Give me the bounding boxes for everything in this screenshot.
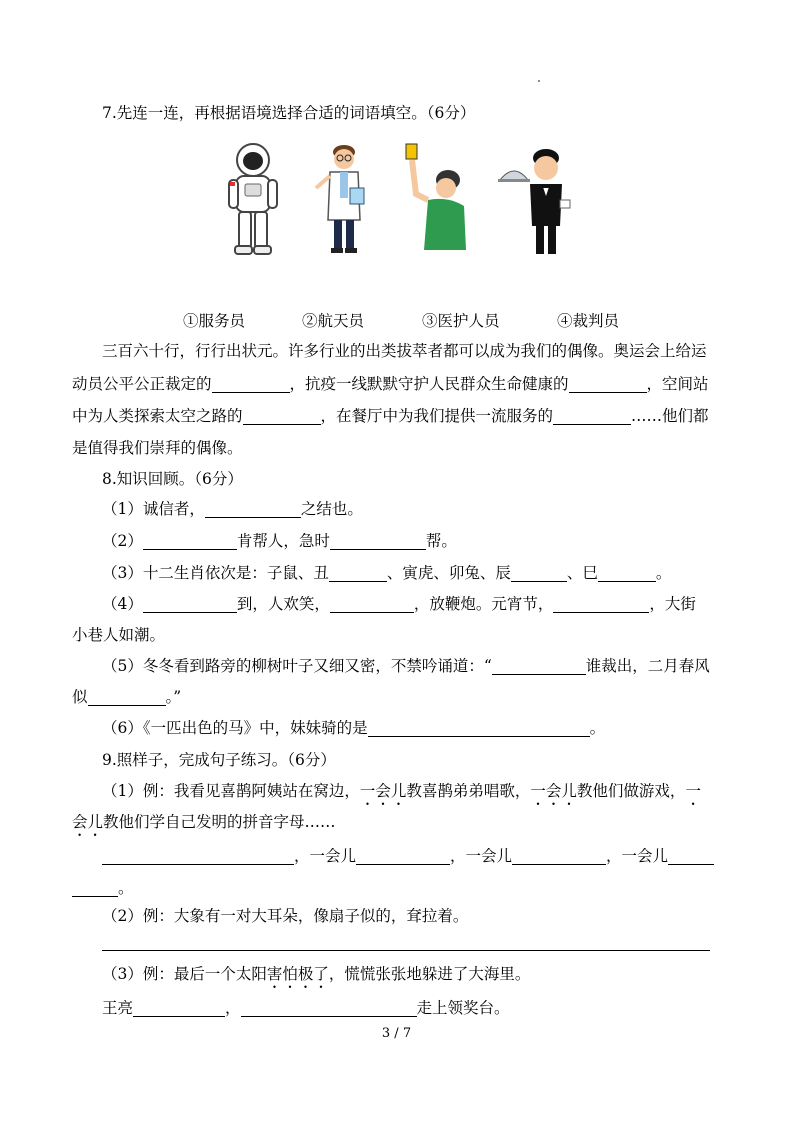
text: 。” <box>165 688 182 706</box>
text: 谁裁出，二月春风 <box>585 657 710 675</box>
blank[interactable] <box>88 689 166 706</box>
blank[interactable] <box>212 376 290 393</box>
q8-title: 8.知识回顾。（6分） <box>102 470 243 488</box>
text: 教喜鹊弟弟唱歌， <box>406 782 531 800</box>
q9-example-1 <box>102 781 701 809</box>
text: 中为人类探索太空之路的 <box>72 407 243 425</box>
text: 。 <box>589 719 606 737</box>
q9-title: 9.照样子，完成句子练习。（6分） <box>102 751 336 769</box>
q8-item-5 <box>102 656 710 676</box>
q8-item-3 <box>102 563 671 583</box>
q8-item-1 <box>102 499 363 519</box>
q8-item-4-cont: 小巷人如潮。 <box>72 626 166 644</box>
text: 动员公平公正裁定的 <box>72 375 212 393</box>
text: ， <box>225 999 241 1017</box>
q7-paragraph-line2 <box>72 374 709 394</box>
text: ……他们都 <box>631 407 709 425</box>
text: ，大街 <box>649 595 696 613</box>
text: （2） <box>102 532 143 550</box>
q9-example-2: （2）例：大象有一对大耳朵，像扇子似的，耷拉着。 <box>102 907 469 925</box>
q7-paragraph-line4: 是值得我们崇拜的偶像。 <box>72 439 243 457</box>
text: ，一会儿 <box>294 847 357 865</box>
text: （3）十二生肖依次是：子鼠、丑 <box>102 564 329 582</box>
q7-option-3: ③医护人员 <box>422 312 500 330</box>
blank[interactable] <box>668 848 714 865</box>
q7-option-4: ④裁判员 <box>557 312 620 330</box>
text: 教他们做游戏， <box>576 782 686 800</box>
page-number: 3 / 7 <box>381 1026 412 1041</box>
text: 肯帮人，急时 <box>236 532 330 550</box>
blank[interactable] <box>569 376 647 393</box>
emphasized-text: 一 <box>685 782 701 800</box>
blank[interactable] <box>243 408 321 425</box>
blank[interactable] <box>598 565 656 582</box>
q9-answer-2 <box>102 932 710 952</box>
scan-dot <box>538 80 540 82</box>
text: （4） <box>102 595 143 613</box>
q9-answer-1 <box>102 846 714 866</box>
text: 走上领奖台。 <box>416 999 510 1017</box>
text: ，放鞭炮。元宵节， <box>413 595 554 613</box>
q9-example-1-cont <box>72 812 336 840</box>
blank[interactable] <box>72 880 118 897</box>
text: ，一会儿 <box>450 847 513 865</box>
blank[interactable] <box>241 1000 417 1017</box>
emphasized-text: 一会儿 <box>359 782 407 800</box>
blank[interactable] <box>553 596 649 613</box>
q7-paragraph-line1: 三百六十行，行行出状元。许多行业的出类拔萃者都可以成为我们的偶像。奥运会上给运 <box>102 342 707 360</box>
blank[interactable] <box>143 533 237 550</box>
text: 、寅虎、卯兔、辰 <box>386 564 511 582</box>
text: （1）例：我看见喜鹊阿姨站在窝边， <box>102 782 360 800</box>
emphasized-text: 一会儿 <box>530 782 577 800</box>
blank[interactable] <box>492 658 586 675</box>
blank[interactable] <box>133 1000 225 1017</box>
q9-answer-1-cont <box>72 878 134 898</box>
text: ，在餐厅中为我们提供一流服务的 <box>320 407 554 425</box>
text: （6）《一匹出色的马》中，妹妹骑的是 <box>102 719 368 737</box>
text: ，空间站 <box>646 375 709 393</box>
emphasized-text: 会儿 <box>72 813 104 831</box>
text: 教他们学自己发明的拼音字母…… <box>103 813 336 831</box>
blank[interactable] <box>330 596 414 613</box>
text: （3）例：最后一个太阳 <box>102 965 267 983</box>
waiter-figure <box>496 146 576 258</box>
blank[interactable] <box>102 848 294 865</box>
doctor-figure <box>312 142 372 256</box>
text: 帮。 <box>425 532 457 550</box>
q7-option-2: ②航天员 <box>302 312 365 330</box>
text: 、巳 <box>566 564 598 582</box>
blank[interactable] <box>143 596 237 613</box>
q7-option-1: ①服务员 <box>183 312 246 330</box>
text: ，慌慌张张地躲进了大海里。 <box>328 965 531 983</box>
emphasized-text: 害怕极了 <box>266 965 329 983</box>
referee-figure <box>402 140 470 254</box>
text: （1）诚信者， <box>102 500 205 518</box>
q8-item-6 <box>102 718 605 738</box>
blank[interactable] <box>356 848 450 865</box>
q9-answer-3 <box>102 998 510 1018</box>
blank[interactable] <box>512 848 606 865</box>
blank[interactable] <box>330 533 426 550</box>
q8-item-2 <box>102 531 457 551</box>
text: 到，人欢笑， <box>236 595 330 613</box>
blank[interactable] <box>553 408 631 425</box>
q8-item-5-cont <box>72 687 181 707</box>
text: ，抗疫一线默默守护人民群众生命健康的 <box>289 375 569 393</box>
q7-paragraph-line3 <box>72 406 709 426</box>
q9-example-3 <box>102 964 530 992</box>
text: 。 <box>118 879 134 897</box>
blank[interactable] <box>102 934 710 951</box>
text: 似 <box>72 688 88 706</box>
text: （5）冬冬看到路旁的柳树叶子又细又密，不禁吟诵道：“ <box>102 657 492 675</box>
text: 王亮 <box>102 999 134 1017</box>
blank[interactable] <box>329 565 387 582</box>
q7-title: 7.先连一连，再根据语境选择合适的词语填空。（6分） <box>102 104 476 122</box>
text: 。 <box>655 564 672 582</box>
text: ，一会儿 <box>606 847 669 865</box>
blank[interactable] <box>511 565 567 582</box>
astronaut-figure <box>222 142 284 258</box>
blank[interactable] <box>205 501 301 518</box>
text: 之结也。 <box>300 500 363 518</box>
blank[interactable] <box>368 720 590 737</box>
q8-item-4 <box>102 594 696 614</box>
